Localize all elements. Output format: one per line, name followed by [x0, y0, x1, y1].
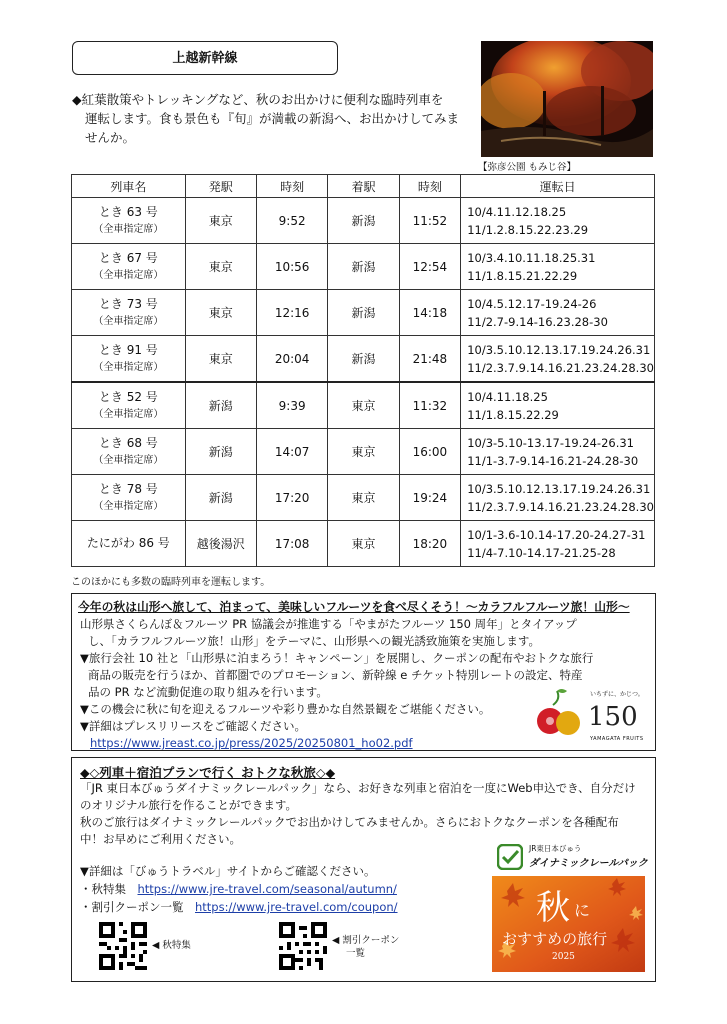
- logo-sub: YAMAGATA FRUITS: [590, 736, 644, 742]
- table-row: [72, 429, 655, 475]
- autumn-ni: に: [574, 901, 591, 920]
- train-seat-note: （全車指定席）: [93, 223, 164, 235]
- dates-nov: 11/1.2.8.15.22.23.29: [467, 222, 589, 237]
- press-release-link[interactable]: https://www.jreast.co.jp/press/2025/20250801_ho02.pdf: [90, 736, 413, 750]
- dates-oct: 10/3.5.10.12.13.17.19.24.26.31: [467, 342, 651, 357]
- dates-oct: 10/3-5.10-13.17-19.24-26.31: [467, 435, 634, 450]
- autumn-qr-label: ◀ 秋特集: [152, 940, 191, 951]
- operating-dates: [461, 382, 655, 429]
- yamagata-line: 商品の販売を行うほか、首都圏でのプロモーション、新幹線 e チケット特別レートの設定、特産: [88, 668, 583, 682]
- dep-station: 越後湯沢: [185, 521, 256, 567]
- dynamic-title: ◆◇列車＋宿泊プランで行く おトクな秋旅◇◆: [80, 765, 336, 780]
- autumn-link-row: [80, 880, 500, 898]
- arr-station: 新潟: [328, 290, 399, 336]
- autumn-link[interactable]: https://www.jre-travel.com/seasonal/autumn/: [137, 882, 397, 896]
- train-name-cell: [72, 290, 186, 336]
- train-name-cell: [72, 382, 186, 429]
- dep-time: 17:08: [256, 521, 327, 567]
- dates-oct: 10/4.5.12.17-19.24-26: [467, 296, 597, 311]
- dep-time: 17:20: [256, 475, 327, 521]
- autumn-year: 2025: [552, 952, 575, 962]
- yamagata-title: 今年の秋は山形へ旅して、泊まって、美味しいフルーツを食べ尽くそう！～カラフルフルーツ旅！山形～: [78, 600, 630, 614]
- yamagata-line: ▼詳細はプレスリリースをご確認ください。: [80, 719, 306, 733]
- dep-time: 12:16: [256, 290, 327, 336]
- yamagata-line: 品の PR など流動促進の取り組みを行います。: [88, 685, 328, 699]
- dates-nov: 11/2.7-9.14-16.23.28-30: [467, 314, 608, 329]
- dep-station: 東京: [185, 244, 256, 290]
- train-name-cell: [72, 198, 186, 244]
- operating-dates: [461, 475, 655, 521]
- dep-time: 14:07: [256, 429, 327, 475]
- dates-oct: 10/4.11.12.18.25: [467, 204, 567, 219]
- logo-number: 150: [588, 702, 638, 732]
- arr-time: 11:52: [399, 198, 461, 244]
- dates-oct: 10/1-3.6-10.14-17.20-24.27-31: [467, 527, 646, 542]
- dep-time: 20:04: [256, 336, 327, 383]
- table-note: このほかにも多数の臨時列車を運転します。: [71, 577, 271, 588]
- arr-time: 11:32: [399, 382, 461, 429]
- table-row: [72, 244, 655, 290]
- yamagata-line: し、「カラフルフルーツ旅！山形」をテーマに、山形県への観光誘致施策を実施します。: [88, 634, 540, 648]
- coupon-link-label: ・割引クーポン一覧: [80, 900, 184, 914]
- arr-station: 新潟: [328, 198, 399, 244]
- dep-station: 新潟: [185, 382, 256, 429]
- dates-nov: 11/1.8.15.22.29: [467, 407, 559, 422]
- autumn-link-label: ・秋特集: [80, 882, 126, 896]
- section-title: 上越新幹線: [72, 41, 338, 75]
- yamagata-line: ▼旅行会社 10 社と「山形県に泊まろう！キャンペーン」を展開し、クーポンの配布やおトクな旅行: [80, 651, 594, 665]
- dep-time: 9:52: [256, 198, 327, 244]
- train-seat-note: （全車指定席）: [93, 315, 164, 327]
- dynamic-links: [80, 862, 500, 916]
- yamagata-line: ▼この機会に秋に旬を迎えるフルーツや彩り豊かな自然景観をご堪能ください。: [80, 702, 491, 716]
- dynamic-detail: ▼詳細は「びゅうトラベル」サイトからご確認ください。: [80, 864, 376, 878]
- dynamic-line: のオリジナル旅行を作ることができます。: [80, 798, 298, 812]
- schedule-table: [71, 174, 655, 567]
- table-header-row: [72, 175, 655, 198]
- dep-station: 東京: [185, 336, 256, 383]
- dynamic-line: 中！お早めにご利用ください。: [80, 832, 241, 846]
- operating-dates: [461, 198, 655, 244]
- train-name-cell: [72, 336, 186, 383]
- arr-station: 東京: [328, 429, 399, 475]
- train-seat-note: （全車指定席）: [93, 269, 164, 281]
- dates-nov: 11/1.8.15.21.22.29: [467, 268, 578, 283]
- train-seat-note: （全車指定席）: [93, 361, 164, 373]
- train-name: とき 68 号: [98, 435, 158, 450]
- table-row: [72, 336, 655, 383]
- arr-station: 新潟: [328, 336, 399, 383]
- dep-station: 東京: [185, 198, 256, 244]
- coupon-qr-label: [332, 934, 399, 960]
- momiji-photo: [481, 41, 653, 157]
- header-arr: 着駅: [328, 175, 399, 198]
- train-name: とき 67 号: [98, 250, 158, 265]
- intro-line: ◆紅葉散策やトレッキングなど、秋のお出かけに便利な臨時列車を: [72, 92, 444, 107]
- dates-oct: 10/4.11.18.25: [467, 389, 548, 404]
- header-train: 列車名: [72, 175, 186, 198]
- arr-station: 東京: [328, 382, 399, 429]
- train-name: とき 63 号: [98, 204, 158, 219]
- arr-station: 東京: [328, 475, 399, 521]
- train-name: とき 78 号: [98, 481, 158, 496]
- operating-dates: [461, 244, 655, 290]
- autumn-banner: [492, 876, 645, 972]
- coupon-link-row: [80, 898, 500, 916]
- dynamic-line: 「JR 東日本びゅうダイナミックレールパック」なら、お好きな列車と宿泊を一度にWeb申込でき、自分だけ: [80, 781, 636, 795]
- header-dates: 運転日: [461, 175, 655, 198]
- logo-top-text: JR東日本びゅう: [529, 844, 582, 853]
- dates-nov: 11/2.3.7.9.14.16.21.23.24.28.30: [467, 360, 654, 375]
- train-name: とき 52 号: [98, 389, 158, 404]
- header-dep: 発駅: [185, 175, 256, 198]
- dates-nov: 11/1-3.7-9.14-16.21-24.28-30: [467, 453, 639, 468]
- autumn-rest: おすすめの旅行: [502, 930, 608, 948]
- arr-time: 14:18: [399, 290, 461, 336]
- train-seat-note: （全車指定席）: [93, 408, 164, 420]
- operating-dates: [461, 290, 655, 336]
- dep-station: 新潟: [185, 429, 256, 475]
- dates-oct: 10/3.5.10.12.13.17.19.24.26.31: [467, 481, 651, 496]
- dynamic-railpack-logo: [497, 843, 647, 871]
- yamagata-line: 山形県さくらんぼ＆フルーツ PR 協議会が推進する「やまがたフルーツ 150 周年」とタイアップ: [80, 617, 577, 631]
- dep-station: 東京: [185, 290, 256, 336]
- dep-time: 9:39: [256, 382, 327, 429]
- table-row: [72, 521, 655, 567]
- dep-time: 10:56: [256, 244, 327, 290]
- train-name: たにがわ 86 号: [86, 536, 170, 550]
- arr-time: 18:20: [399, 521, 461, 567]
- table-row: [72, 290, 655, 336]
- table-row: [72, 475, 655, 521]
- autumn-qr-code[interactable]: [99, 922, 147, 970]
- train-name: とき 73 号: [98, 296, 158, 311]
- train-seat-note: （全車指定席）: [93, 454, 164, 466]
- dep-station: 新潟: [185, 475, 256, 521]
- train-name-cell: [72, 429, 186, 475]
- arr-time: 16:00: [399, 429, 461, 475]
- header-arr-time: 時刻: [399, 175, 461, 198]
- autumn-big-char: 秋: [536, 888, 570, 928]
- logo-tagline: いちずに、かじつ。: [590, 691, 644, 698]
- table-row: [72, 198, 655, 244]
- photo-caption: 【弥彦公園 もみじ谷】: [478, 162, 577, 173]
- header-dep-time: 時刻: [256, 175, 327, 198]
- dynamic-line: 秋のご旅行はダイナミックレールパックでお出かけしてみませんか。さらにおトクなクーポンを各種配布: [80, 815, 619, 829]
- operating-dates: [461, 429, 655, 475]
- arr-time: 21:48: [399, 336, 461, 383]
- arr-station: 東京: [328, 521, 399, 567]
- intro-line: 運転します。食も景色も『旬』が満載の新潟へ、お出かけしてみま: [85, 111, 460, 126]
- logo-main-text: ダイナミックレールパック: [529, 858, 648, 869]
- operating-dates: [461, 521, 655, 567]
- train-name-cell: [72, 244, 186, 290]
- coupon-link[interactable]: https://www.jre-travel.com/coupon/: [195, 900, 398, 914]
- train-name: とき 91 号: [98, 342, 158, 357]
- train-seat-note: （全車指定席）: [93, 500, 164, 512]
- coupon-qr-label-line: 一覧: [346, 948, 366, 959]
- dates-nov: 11/4-7.10-14.17-21.25-28: [467, 545, 616, 560]
- dates-nov: 11/2.3.7.9.14.16.21.23.24.28.30: [467, 499, 654, 514]
- intro-text: [72, 90, 472, 147]
- operating-dates: [461, 336, 655, 383]
- intro-line: せんか。: [85, 130, 136, 145]
- coupon-qr-code[interactable]: [279, 922, 327, 970]
- coupon-qr-label-line: ◀ 割引クーポン: [332, 935, 400, 946]
- arr-time: 19:24: [399, 475, 461, 521]
- arr-time: 12:54: [399, 244, 461, 290]
- dynamic-body: [80, 780, 645, 848]
- dates-oct: 10/3.4.10.11.18.25.31: [467, 250, 596, 265]
- table-row: [72, 382, 655, 429]
- train-name-cell: [72, 521, 186, 567]
- arr-station: 新潟: [328, 244, 399, 290]
- train-name-cell: [72, 475, 186, 521]
